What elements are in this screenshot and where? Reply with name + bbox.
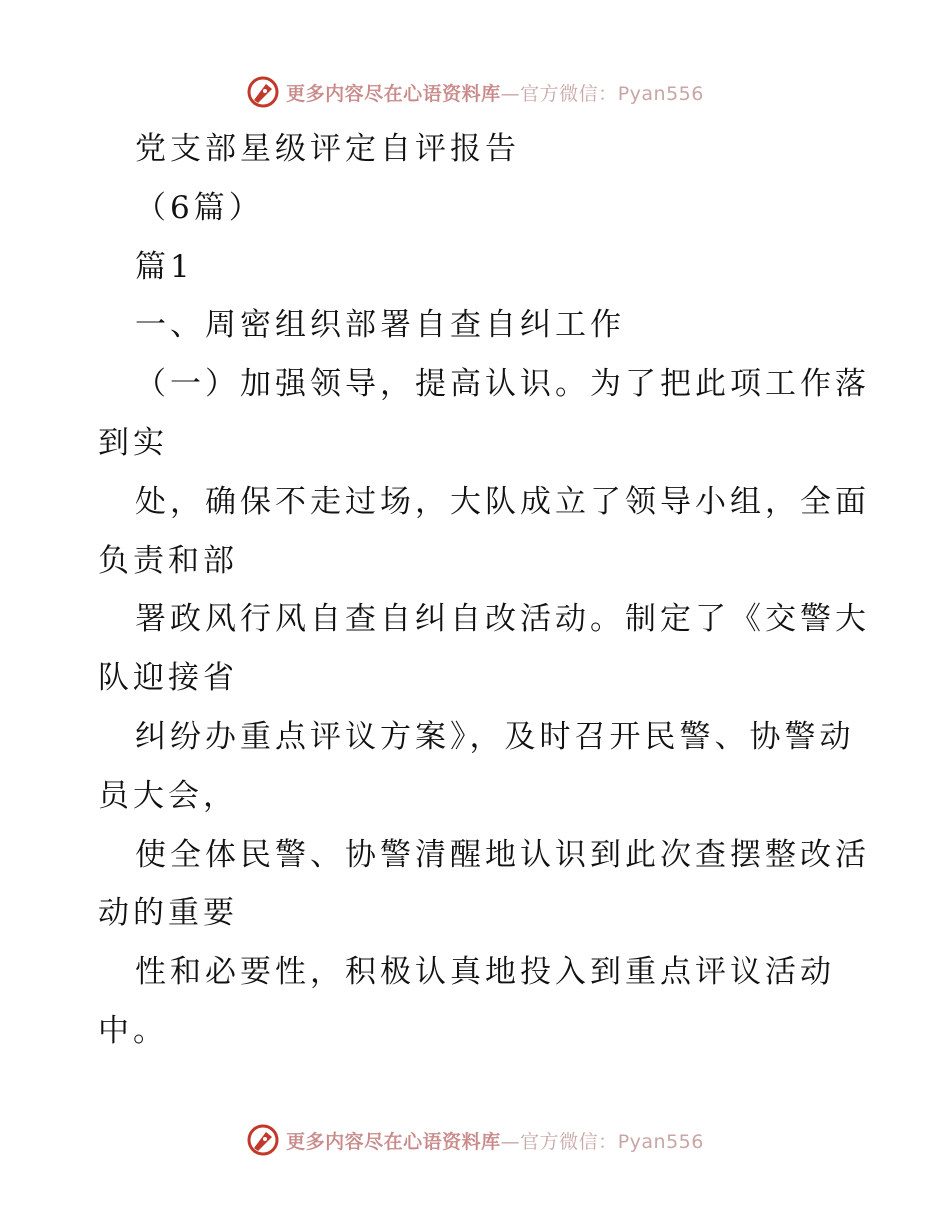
banner-dash: — — [500, 1130, 521, 1153]
pen-nib-circle-icon — [246, 75, 280, 109]
document-line: 一、周密组织部署自查自纠工作 — [135, 307, 625, 344]
document-line: 纠纷办重点评议方案》，及时召开民警、协警动 — [135, 718, 855, 755]
banner-dash: — — [500, 82, 521, 105]
footer-watermark-banner — [0, 1120, 950, 1160]
banner-text — [286, 1127, 704, 1154]
document-line: 处，确保不走过场，大队成立了领导小组，全面 — [135, 483, 870, 520]
banner-wechat-label: 官方微信： — [520, 82, 618, 105]
document-line: 中。 — [98, 1012, 168, 1049]
banner-wechat-label: 官方微信： — [520, 1130, 618, 1153]
pen-nib-circle-icon — [246, 1123, 280, 1157]
banner-brand: 更多内容尽在心语资料库 — [286, 82, 501, 105]
header-watermark-banner — [0, 72, 950, 112]
document-line: （一）加强领导，提高认识。为了把此项工作落 — [135, 366, 870, 403]
banner-text — [286, 79, 704, 106]
document-line: （6篇） — [135, 189, 264, 226]
document-line: 动的重要 — [98, 895, 238, 932]
document-line: 党支部星级评定自评报告 — [135, 131, 520, 167]
document-body — [98, 120, 870, 1061]
banner-brand: 更多内容尽在心语资料库 — [286, 1130, 501, 1153]
document-line: 到实 — [98, 424, 168, 461]
document-line: 篇1 — [135, 248, 194, 285]
banner-wechat-id: Pyan556 — [617, 1130, 704, 1153]
document-line: 员大会， — [98, 777, 238, 814]
document-line: 署政风行风自查自纠自改活动。制定了《交警大 — [135, 601, 870, 638]
document-line: 性和必要性，积极认真地投入到重点评议活动 — [135, 954, 835, 991]
document-line: 队迎接省 — [98, 660, 238, 697]
document-line: 使全体民警、协警清醒地认识到此次查摆整改活 — [135, 836, 870, 873]
document-line: 负责和部 — [98, 542, 238, 579]
banner-wechat-id: Pyan556 — [617, 82, 704, 105]
